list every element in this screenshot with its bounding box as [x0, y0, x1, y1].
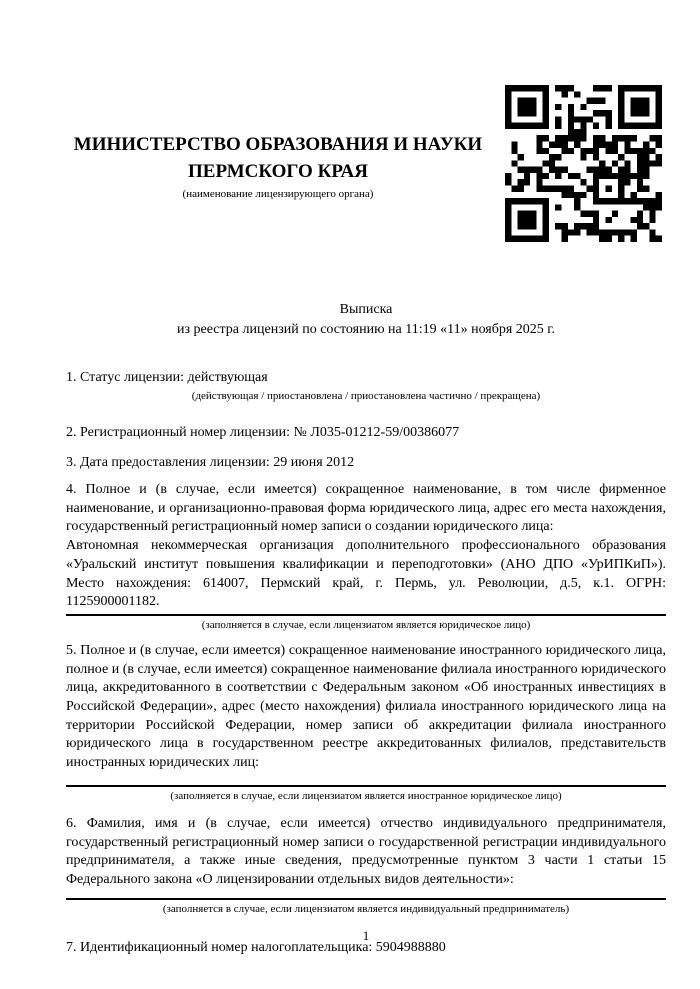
item-2-paragraph-1: 2. Регистрационный номер лицензии: № Л035-01212-59/00386077 — [66, 425, 460, 440]
document-subtitle: из реестра лицензий по состоянию на 11:19 «11» ноября 2025 г. — [177, 322, 555, 337]
item-1-caption: (действующая / приостановлена / приостановлена частично / прекращена) — [191, 390, 541, 402]
item-2 — [66, 423, 666, 442]
document-title: Выписка — [339, 302, 393, 317]
item-4-fill-line — [66, 614, 666, 616]
item-4-paragraph-1: 4. Полное и (в случае, если имеется) сокращенное наименование, в том числе фирменное наименование, и организационно-правовая форма юридического лица, адрес его места нахождения, государственный регистрационный номер записи о создании юридического лица: — [66, 482, 666, 535]
item-4-paragraph-2: Автономная некоммерческая организация дополнительного профессионального образования «Уральский институт повышения квалификации и переподготовки» (АНО ДПО «УрИПКиП»). Место нахождения: 614007, Пермский край, г. Пермь, ул. Революции, д.5, к.1. ОГРН: 1125900001182. — [66, 538, 666, 610]
items — [0, 368, 700, 957]
item-6-caption: (заполняется в случае, если лицензиатом является индивидуальный предприниматель) — [162, 902, 570, 915]
document-header — [66, 85, 662, 242]
item-1-paragraph-1: 1. Статус лицензии: действующая — [66, 370, 268, 385]
item-5-caption: (заполняется в случае, если лицензиатом является иностранное юридическое лицо) — [170, 789, 562, 802]
item-5-paragraph-1: 5. Полное и (в случае, если имеется) сокращенное наименование иностранного юридического лица, полное и (в случае, если имеется) сокращенное наименование филиала иностранного юридического лица, аккредитованного в соответствии с Федеральным законом «Об иностранных инвестициях в Российской Федерации», адрес (место нахождения) филиала иностранного юридического лица на территории Российской Федерации, номер записи об аккредитации филиала иностранного юридического лица в государственном реестре аккредитованных филиалов, представительств иностранных юридических лиц: — [66, 642, 666, 771]
qr-code-icon — [505, 85, 662, 242]
item-6-paragraph-1: 6. Фамилия, имя и (в случае, если имеется) отчество индивидуального предпринимателя, государственный регистрационный номер записи о государственной регистрации индивидуального предпринимателя, а также иные сведения, предусмотренные пунктом 3 части 1 статьи 15 Федерального закона «О лицензировании отдельных видов деятельности»: — [66, 815, 666, 887]
item-6 — [66, 815, 666, 916]
item-6-fill-line — [66, 898, 666, 900]
authority-name-line-2: ПЕРМСКОГО КРАЯ — [188, 161, 368, 182]
item-5-fill-line — [66, 785, 666, 787]
licensing-authority-block — [66, 85, 490, 201]
item-7-paragraph-1: 7. Идентификационный номер налогоплательщика: 5904988880 — [66, 939, 446, 955]
item-1 — [66, 368, 666, 403]
item-4 — [66, 481, 666, 632]
item-4-caption: (заполняется в случае, если лицензиатом является юридическое лицо) — [201, 618, 531, 631]
page-number: 1 — [362, 928, 370, 943]
authority-name-line-1: МИНИСТЕРСТВО ОБРАЗОВАНИЯ И НАУКИ — [73, 134, 483, 155]
item-5 — [66, 642, 666, 803]
item-3 — [66, 453, 666, 472]
document-title-block — [0, 300, 700, 340]
authority-caption: (наименование лицензирующего органа) — [182, 188, 374, 200]
item-3-paragraph-1: 3. Дата предоставления лицензии: 29 июня 2012 — [66, 455, 355, 470]
